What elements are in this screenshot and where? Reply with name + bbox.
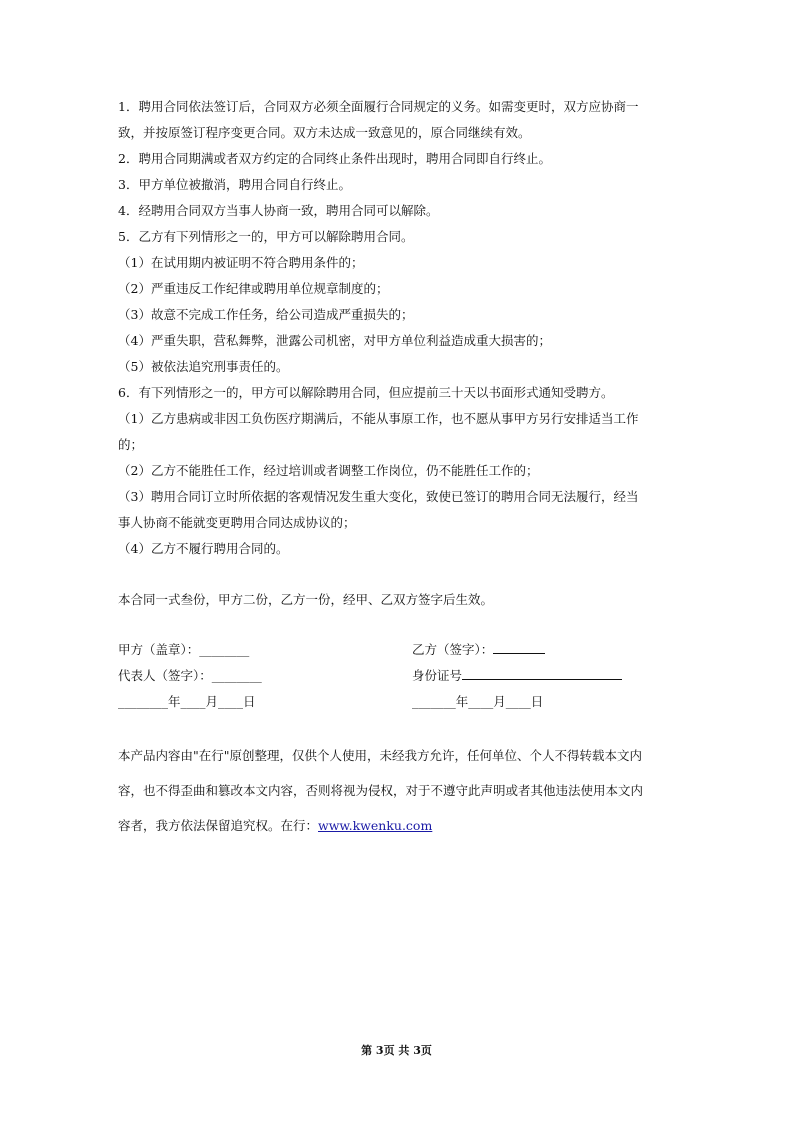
clause-line: （5）被依法追究刑事责任的。 [118, 359, 289, 374]
contract-clauses [118, 94, 680, 562]
party-b-label: 乙方（签字）： [412, 642, 494, 657]
notice-line-prefix: 容者，我方依法保留追究权。在行： [118, 818, 319, 833]
clause-line: 2．聘用合同期满或者双方约定的合同终止条件出现时，聘用合同即自行终止。 [118, 151, 551, 166]
clause-line: 的； [118, 437, 144, 452]
clause-line: 事人协商不能就变更聘用合同达成协议的； [118, 515, 356, 530]
party-a-date: ________年____月____日 [118, 694, 256, 709]
party-b-date: _______年____月____日 [412, 694, 544, 709]
clause-line: 6．有下列情形之一的，甲方可以解除聘用合同，但应提前三十天以书面形式通知受聘方。 [118, 385, 614, 400]
closing-statement: 本合同一式叁份，甲方二份，乙方一份，经甲、乙双方签字后生效。 [118, 592, 494, 607]
clause-line: （2）乙方不能胜任工作，经过培训或者调整工作岗位，仍不能胜任工作的； [118, 463, 539, 478]
id-number-row [412, 663, 622, 689]
notice-line: 本产品内容由"在行"原创整理，仅供个人使用，未经我方允许，任何单位、个人不得转载本文内 [118, 748, 643, 763]
clause-line: （4）乙方不履行聘用合同的。 [118, 541, 289, 556]
page-number: 第 3页 共 3页 [361, 1044, 432, 1057]
party-b-signature-line [493, 639, 545, 654]
clause-line: （3）聘用合同订立时所依据的客观情况发生重大变化，致使已签订的聘用合同无法履行，经当 [118, 489, 639, 504]
notice-line: 容，也不得歪曲和篡改本文内容，否则将视为侵权，对于不遵守此声明或者其他违法使用本文内 [118, 783, 644, 798]
id-number-label: 身份证号 [412, 668, 463, 683]
clause-line: 4．经聘用合同双方当事人协商一致，聘用合同可以解除。 [118, 203, 439, 218]
clause-line: 1．聘用合同依法签订后，合同双方必须全面履行合同规定的义务。如需变更时，双方应协商一 [118, 99, 639, 114]
id-number-line [462, 665, 622, 680]
copyright-notice [118, 738, 680, 843]
clause-line: （4）严重失职，营私舞弊，泄露公司机密，对甲方单位利益造成重大损害的； [118, 333, 551, 348]
party-a-label: 甲方（盖章）：________ [118, 642, 250, 657]
clause-line: 5．乙方有下列情形之一的，甲方可以解除聘用合同。 [118, 229, 414, 244]
party-a-signature-block [118, 637, 262, 715]
clause-line: （3）故意不完成工作任务，给公司造成严重损失的； [118, 307, 414, 322]
website-link[interactable]: www.kwenku.com [318, 818, 433, 833]
representative-label: 代表人（签字）：________ [118, 668, 262, 683]
clause-line: （1）在试用期内被证明不符合聘用条件的； [118, 255, 364, 270]
notice-line [118, 808, 680, 843]
clause-line: 3．甲方单位被撤消，聘用合同自行终止。 [118, 177, 351, 192]
party-b-signature-block [412, 637, 622, 715]
party-b-row [412, 637, 622, 663]
clause-line: 致，并按原签订程序变更合同。双方未达成一致意见的，原合同继续有效。 [118, 125, 531, 140]
clause-line: （1）乙方患病或非因工负伤医疗期满后，不能从事原工作，也不愿从事甲方另行安排适当工作 [118, 411, 639, 426]
clause-line: （2）严重违反工作纪律或聘用单位规章制度的； [118, 281, 389, 296]
